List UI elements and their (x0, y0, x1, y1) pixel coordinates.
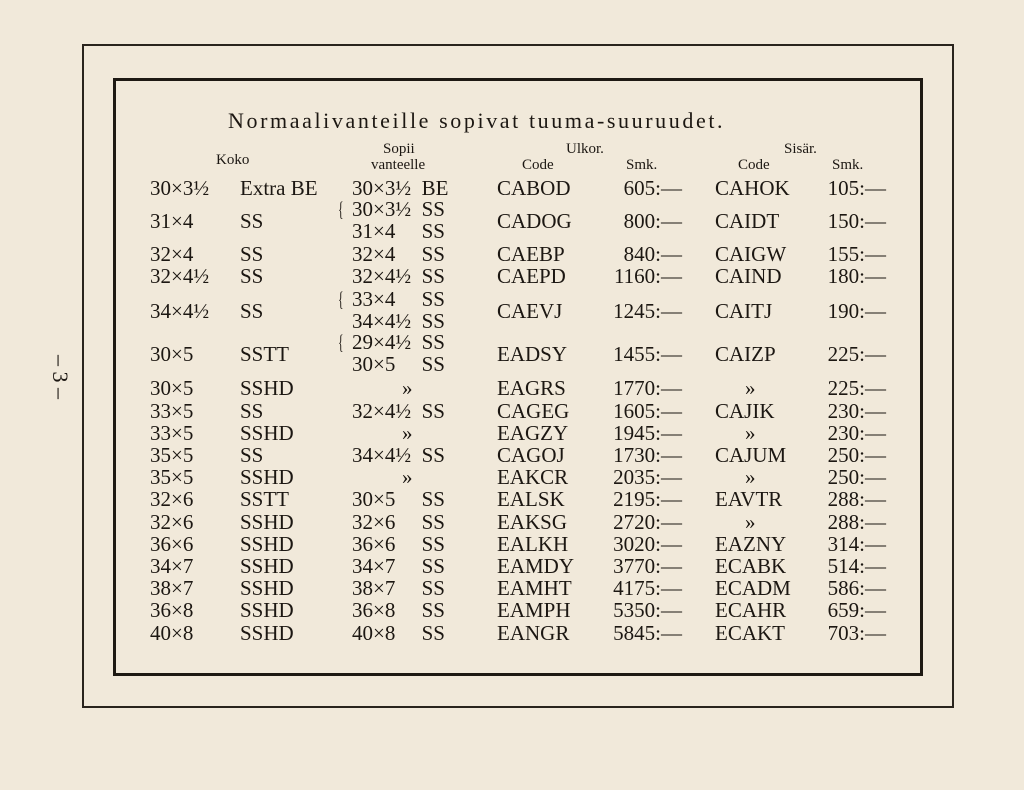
row-sisar-code: » (745, 376, 756, 400)
row-koko: 40×8 (150, 621, 194, 645)
row-koko: 32×4 (150, 242, 194, 266)
row-type: SSHD (240, 621, 294, 645)
row-sisar-code: CAIND (715, 264, 782, 288)
row-koko: 32×6 (150, 487, 194, 511)
table-title: Normaalivanteille sopivat tuuma-suuruudet. (228, 108, 726, 133)
row-type: SSTT (240, 487, 290, 511)
row-ulkor-price: 800:— (623, 209, 682, 233)
row-sopii: 32×6 SS (352, 510, 445, 534)
row-koko: 38×7 (150, 576, 194, 600)
table-row (0, 422, 1024, 444)
row-sisar-price: 155:— (827, 242, 886, 266)
row-koko: 33×5 (150, 399, 194, 423)
row-sopii: 32×4½ SS (352, 399, 445, 423)
table-row (0, 197, 1024, 243)
row-sopii: 34×7 SS (352, 554, 445, 578)
row-ulkor-code: EAKSG (497, 510, 568, 534)
row-ulkor-code: EAKCR (497, 465, 569, 489)
table-row (0, 444, 1024, 466)
row-ulkor-code: EAMHT (497, 576, 572, 600)
row-type: SSHD (240, 598, 294, 622)
row-ulkor-price: 2195:— (613, 487, 682, 511)
row-ulkor-price: 1945:— (613, 421, 682, 445)
row-sisar-price: 230:— (827, 421, 886, 445)
row-ulkor-code: CAEVJ (497, 299, 563, 323)
row-sopii: 32×4½ SS (352, 264, 445, 288)
row-type: SSHD (240, 532, 294, 556)
row-ulkor-code: EAMDY (497, 554, 574, 578)
row-koko: 33×5 (150, 421, 194, 445)
row-type: SS (240, 242, 264, 266)
header-ulkor-smk: Smk. (626, 157, 658, 173)
row-type: SSHD (240, 554, 294, 578)
row-type: SSHD (240, 510, 294, 534)
row-sopii: 38×7 SS (352, 576, 445, 600)
row-sisar-code: CAHOK (715, 176, 790, 200)
row-koko: 34×7 (150, 554, 194, 578)
brace-icon: { (338, 330, 344, 354)
row-ulkor-code: CAEBP (497, 242, 565, 266)
row-ulkor-code: EALKH (497, 532, 569, 556)
row-ulkor-price: 1730:— (613, 443, 682, 467)
table-row (0, 177, 1024, 199)
table-row (0, 377, 1024, 399)
header-sisar-smk: Smk. (832, 157, 864, 173)
row-sopii: 36×6 SS (352, 532, 445, 556)
header-ulkor: Ulkor. (566, 141, 604, 157)
row-ulkor-code: EAGZY (497, 421, 569, 445)
row-koko: 35×5 (150, 443, 194, 467)
row-koko: 36×8 (150, 598, 194, 622)
row-koko: 36×6 (150, 532, 194, 556)
row-ulkor-price: 2035:— (613, 465, 682, 489)
row-koko: 30×5 (150, 342, 194, 366)
row-sisar-code: ECAHR (715, 598, 787, 622)
row-ulkor-code: CABOD (497, 176, 571, 200)
row-ulkor-code: EANGR (497, 621, 570, 645)
row-koko: 32×6 (150, 510, 194, 534)
table-row (0, 243, 1024, 265)
row-sisar-price: 659:— (827, 598, 886, 622)
row-koko: 32×4½ (150, 264, 210, 288)
row-sopii: 29×4½ SS (352, 330, 445, 354)
row-ulkor-price: 840:— (623, 242, 682, 266)
row-sopii: 32×4 SS (352, 242, 445, 266)
row-sisar-price: 288:— (827, 487, 886, 511)
header-sopii: Sopii (383, 141, 415, 157)
table-row (0, 287, 1024, 333)
row-ulkor-code: CADOG (497, 209, 572, 233)
row-sisar-code: CAIDT (715, 209, 780, 233)
table-row (0, 400, 1024, 422)
row-type: SS (240, 399, 264, 423)
row-ulkor-code: EALSK (497, 487, 565, 511)
row-sisar-code: » (745, 465, 756, 489)
row-koko: 30×3½ (150, 176, 210, 200)
row-sisar-code: » (745, 510, 756, 534)
row-sopii: 30×3½ SS (352, 197, 445, 221)
row-sisar-price: 150:— (827, 209, 886, 233)
row-sisar-price: 288:— (827, 510, 886, 534)
row-ulkor-price: 5845:— (613, 621, 682, 645)
table-row (0, 466, 1024, 488)
header-sisar-code: Code (738, 157, 770, 173)
row-sisar-price: 586:— (827, 576, 886, 600)
row-ulkor-code: EAGRS (497, 376, 566, 400)
row-sopii: 30×3½ BE (352, 176, 449, 200)
row-type: SSHD (240, 465, 294, 489)
row-ulkor-price: 5350:— (613, 598, 682, 622)
row-sopii-second: 31×4 SS (352, 219, 445, 243)
row-sisar-code: CAJIK (715, 399, 775, 423)
row-sisar-code: EAZNY (715, 532, 787, 556)
table-row (0, 577, 1024, 599)
row-koko: 30×5 (150, 376, 194, 400)
row-sisar-price: 250:— (827, 465, 886, 489)
header-vanteelle: vanteelle (371, 157, 426, 173)
row-type: SSHD (240, 421, 294, 445)
row-sisar-price: 314:— (827, 532, 886, 556)
row-type: SS (240, 299, 264, 323)
row-sopii: » (402, 421, 413, 445)
row-ulkor-code: CAEPD (497, 264, 566, 288)
row-ulkor-price: 2720:— (613, 510, 682, 534)
row-sopii: 30×5 SS (352, 487, 445, 511)
row-type: SS (240, 443, 264, 467)
row-koko: 34×4½ (150, 299, 210, 323)
row-sisar-price: 180:— (827, 264, 886, 288)
row-sisar-code: ECADM (715, 576, 791, 600)
header-sisar: Sisär. (784, 141, 817, 157)
row-koko: 31×4 (150, 209, 194, 233)
row-sisar-price: 225:— (827, 376, 886, 400)
table-row (0, 599, 1024, 621)
row-type: SSHD (240, 576, 294, 600)
row-ulkor-code: EADSY (497, 342, 568, 366)
header-koko: Koko (216, 152, 250, 168)
row-type: SS (240, 264, 264, 288)
row-sisar-code: » (745, 421, 756, 445)
row-ulkor-price: 605:— (623, 176, 682, 200)
row-sopii-second: 34×4½ SS (352, 309, 445, 333)
row-sopii: » (402, 376, 413, 400)
row-koko: 35×5 (150, 465, 194, 489)
table-row (0, 488, 1024, 510)
row-ulkor-price: 1245:— (613, 299, 682, 323)
table-row (0, 265, 1024, 287)
row-sisar-price: 230:— (827, 399, 886, 423)
row-ulkor-price: 1770:— (613, 376, 682, 400)
row-ulkor-price: 1455:— (613, 342, 682, 366)
row-sopii-second: 30×5 SS (352, 352, 445, 376)
brace-icon: { (338, 197, 344, 221)
row-ulkor-code: CAGEG (497, 399, 570, 423)
table-row (0, 622, 1024, 644)
page-number: – 3 – (48, 355, 73, 399)
row-ulkor-price: 4175:— (613, 576, 682, 600)
row-sisar-price: 105:— (827, 176, 886, 200)
row-sisar-code: EAVTR (715, 487, 783, 511)
row-sisar-code: CAIZP (715, 342, 776, 366)
row-sisar-code: ECAKT (715, 621, 785, 645)
table-row (0, 533, 1024, 555)
table-row (0, 511, 1024, 533)
row-sopii: 40×8 SS (352, 621, 445, 645)
row-ulkor-price: 3770:— (613, 554, 682, 578)
row-ulkor-price: 1160:— (613, 264, 682, 288)
table-row (0, 555, 1024, 577)
row-sisar-price: 190:— (827, 299, 886, 323)
table-row (0, 330, 1024, 376)
row-sopii: 34×4½ SS (352, 443, 445, 467)
row-ulkor-code: CAGOJ (497, 443, 565, 467)
row-type: Extra BE (240, 176, 318, 200)
row-sisar-price: 514:— (827, 554, 886, 578)
brace-icon: { (338, 287, 344, 311)
row-sisar-code: CAITJ (715, 299, 773, 323)
row-ulkor-price: 1605:— (613, 399, 682, 423)
row-sopii: 33×4 SS (352, 287, 445, 311)
row-sisar-price: 225:— (827, 342, 886, 366)
row-sisar-price: 703:— (827, 621, 886, 645)
row-sisar-price: 250:— (827, 443, 886, 467)
row-ulkor-code: EAMPH (497, 598, 571, 622)
row-sopii: » (402, 465, 413, 489)
row-type: SSHD (240, 376, 294, 400)
row-sisar-code: ECABK (715, 554, 787, 578)
row-sisar-code: CAJUM (715, 443, 787, 467)
header-ulkor-code: Code (522, 157, 554, 173)
row-type: SSTT (240, 342, 290, 366)
row-sisar-code: CAIGW (715, 242, 787, 266)
row-sopii: 36×8 SS (352, 598, 445, 622)
row-ulkor-price: 3020:— (613, 532, 682, 556)
row-type: SS (240, 209, 264, 233)
